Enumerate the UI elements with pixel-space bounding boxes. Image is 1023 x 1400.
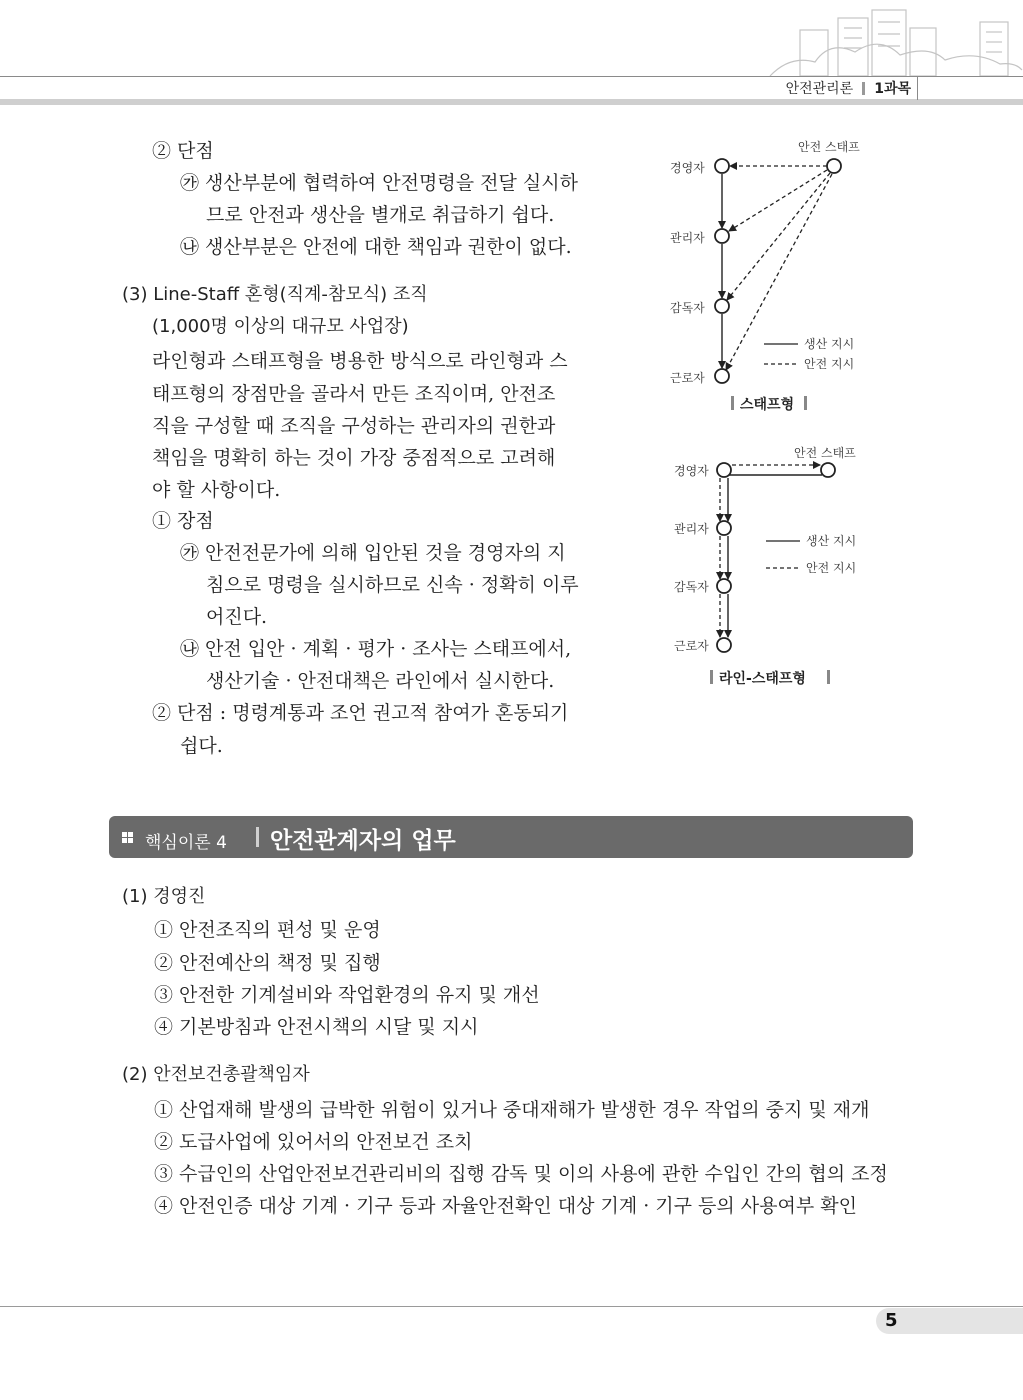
supervisor-node-label: 감독자 [674, 580, 709, 594]
banner-square-icon [122, 832, 127, 837]
staff-node-label: 안전 스태프 [798, 140, 860, 154]
line-staff-type-diagram [660, 438, 890, 698]
header-band [0, 99, 1023, 105]
manager-node [715, 229, 729, 243]
caption-bar-left [710, 670, 713, 684]
chief-item-1: ① 산업재해 발생의 급박한 위험이 있거나 중대재해가 발생한 경우 작업의 중지 및 재개 [154, 1099, 870, 1121]
staff-type-caption: 스태프형 [740, 397, 795, 413]
manager-node-label: 관리자 [670, 231, 705, 245]
staff-arrow-supervisor [727, 173, 830, 300]
supervisor-node [715, 299, 729, 313]
supervisor-node [717, 579, 731, 593]
section3-cons-line2: 쉽다. [180, 735, 223, 757]
worker-node [717, 638, 731, 652]
pros-item-a-line1: ㉮ 안전전문가에 의해 입안된 것을 경영자의 지 [180, 542, 566, 564]
section3-cons-line1: ② 단점 : 명령계통과 조언 권고적 참여가 혼동되기 [152, 702, 569, 724]
section3-body-line2: 태프형의 장점만을 골라서 만든 조직이며, 안전조 [152, 383, 556, 405]
chief-item-2: ② 도급사업에 있어서의 안전보건 조치 [154, 1131, 473, 1153]
legend-production-label: 생산 지시 [804, 337, 855, 351]
section3-body-line4: 책임을 명확히 하는 것이 가장 중점적으로 고려해 [152, 447, 556, 469]
running-header [786, 78, 911, 98]
section3-body-line1: 라인형과 스태프형을 병용한 방식으로 라인형과 스 [152, 350, 568, 372]
section3-subtitle: (1,000명 이상의 대규모 사업장) [152, 316, 409, 337]
executive-node-label: 경영자 [670, 161, 705, 175]
executive-node [717, 463, 731, 477]
executive-section-title: (1) 경영진 [122, 886, 206, 907]
chief-item-4: ④ 안전인증 대상 기계 · 기구 등과 자율안전확인 대상 기계 · 기구 등의 사용여부 확인 [154, 1195, 857, 1217]
header-rule [0, 76, 1023, 77]
worker-node [715, 369, 729, 383]
executive-item-2: ② 안전예산의 책정 및 집행 [154, 952, 381, 974]
banner-title: 안전관계자의 업무 [270, 828, 456, 854]
staff-type-diagram [660, 130, 890, 420]
staff-arrow-manager [729, 170, 827, 231]
header-separator [862, 82, 865, 95]
pros-item-b-line2: 생산기술 · 안전대책은 라인에서 실시한다. [206, 670, 555, 692]
staff-node-label: 안전 스태프 [794, 446, 856, 460]
line-staff-type-caption: 라인-스태프형 [719, 671, 806, 687]
executive-item-3: ③ 안전한 기계설비와 작업환경의 유지 및 개선 [154, 984, 540, 1006]
manager-node-label: 관리자 [674, 522, 709, 536]
header-divider [917, 76, 918, 100]
pros-item-b-line1: ㉯ 안전 입안 · 계획 · 평가 · 조사는 스태프에서, [180, 638, 572, 660]
header-skyline-decoration [760, 0, 1023, 78]
core-theory-banner [109, 816, 913, 858]
worker-node-label: 근로자 [670, 371, 705, 385]
banner-separator [256, 827, 259, 847]
cons-item-b: ㉯ 생산부분은 안전에 대한 책임과 권한이 없다. [180, 236, 572, 258]
caption-bar-right [804, 396, 807, 410]
caption-bar-left [731, 396, 734, 410]
cons-item-a-line1: ㉮ 생산부분에 협력하여 안전명령을 전달 실시하 [180, 172, 578, 194]
header-chapter: 1과목 [874, 81, 911, 97]
page-number: 5 [885, 1310, 898, 1331]
pros-heading: ① 장점 [152, 510, 214, 532]
section3-title: (3) Line-Staff 혼형(직계-참모식) 조직 [122, 284, 428, 305]
footer-rule [0, 1306, 1023, 1307]
executive-node [715, 159, 729, 173]
page-number-tab [876, 1308, 1023, 1334]
banner-square-icon [128, 838, 133, 843]
staff-node [821, 463, 835, 477]
banner-tag: 핵심이론 4 [145, 833, 227, 853]
worker-node-label: 근로자 [674, 639, 709, 653]
chief-section-title: (2) 안전보건총괄책임자 [122, 1064, 310, 1085]
manager-node [717, 521, 731, 535]
staff-node [827, 159, 841, 173]
section3-body-line3: 직을 구성할 때 조직을 구성하는 관리자의 권한과 [152, 415, 556, 437]
supervisor-node-label: 감독자 [670, 301, 705, 315]
section3-body-line5: 야 할 사항이다. [152, 479, 281, 501]
legend-safety-label: 안전 지시 [806, 561, 857, 575]
pros-item-a-line2: 침으로 명령을 실시하므로 신속 · 정확히 이루 [206, 574, 579, 596]
caption-bar-right [827, 670, 830, 684]
executive-item-1: ① 안전조직의 편성 및 운영 [154, 919, 381, 941]
cons-heading: ② 단점 [152, 140, 214, 162]
banner-square-icon [128, 832, 133, 837]
executive-node-label: 경영자 [674, 464, 709, 478]
legend-production-label: 생산 지시 [806, 534, 857, 548]
cons-item-a-line2: 므로 안전과 생산을 별개로 취급하기 쉽다. [206, 204, 555, 226]
pros-item-a-line3: 어진다. [206, 606, 268, 628]
chief-item-3: ③ 수급인의 산업안전보건관리비의 집행 감독 및 이의 사용에 관한 수입인 간의 협의 조정 [154, 1163, 888, 1185]
executive-item-4: ④ 기본방침과 안전시책의 시달 및 지시 [154, 1016, 479, 1038]
banner-square-icon [122, 838, 127, 843]
legend-safety-label: 안전 지시 [804, 357, 855, 371]
header-subject: 안전관리론 [785, 81, 854, 97]
